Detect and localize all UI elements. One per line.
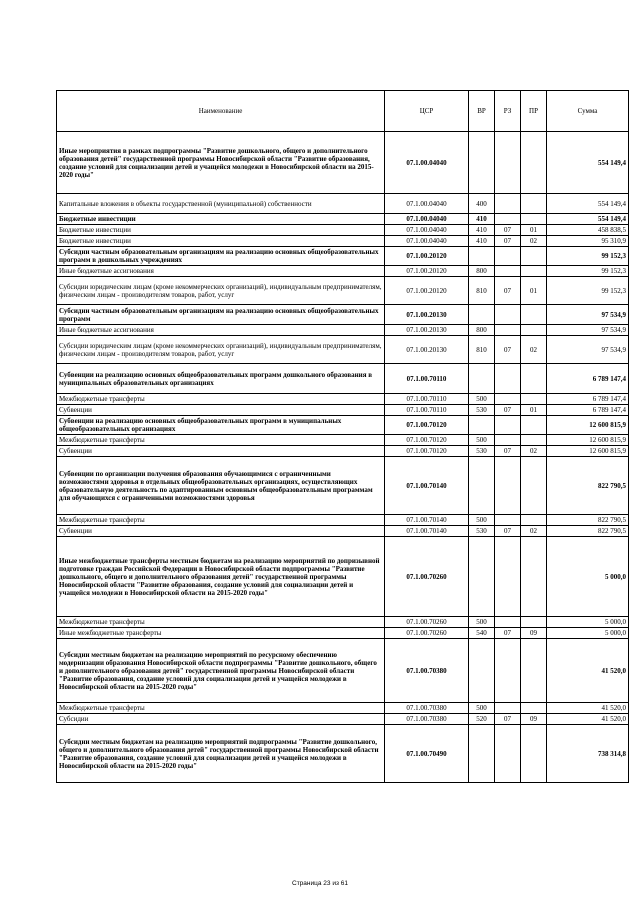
row-name: Капитальные вложения в объекты государственной (муниципальной) собственности <box>57 194 385 214</box>
row-pr: 02 <box>521 236 547 247</box>
row-vr: 500 <box>469 515 495 526</box>
row-pr: 02 <box>521 526 547 537</box>
row-rz: 07 <box>495 236 521 247</box>
row-rz <box>495 266 521 277</box>
row-rz: 07 <box>495 714 521 725</box>
row-rz <box>495 617 521 628</box>
row-sum: 41 520,0 <box>547 639 629 703</box>
header-pr: ПР <box>521 91 547 132</box>
row-sum: 6 789 147,4 <box>547 405 629 416</box>
row-sum: 12 600 815,9 <box>547 416 629 435</box>
row-vr: 500 <box>469 617 495 628</box>
row-pr <box>521 194 547 214</box>
row-vr <box>469 364 495 394</box>
row-name: Субсидии местным бюджетам на реализацию мероприятий по ресурсному обеспечению модернизации образования Новосибирской области подпрограммы "Развитие дошкольного, общего и дополнительного образования детей" государственной программы Новосибирской области "Развитие образования, создание условий для социализации детей и учащейся молодежи в Новосибирской области на 2015-2020 годы" <box>57 639 385 703</box>
table-header-row <box>57 91 629 132</box>
row-name: Бюджетные инвестиции <box>57 236 385 247</box>
table-row <box>57 266 629 277</box>
table-row <box>57 617 629 628</box>
table-row <box>57 225 629 236</box>
row-name: Субвенции <box>57 526 385 537</box>
row-csr: 07.1.00.20130 <box>385 325 469 336</box>
row-rz <box>495 214 521 225</box>
table-row <box>57 537 629 617</box>
row-csr: 07.1.00.70260 <box>385 537 469 617</box>
header-name: Наименование <box>57 91 385 132</box>
row-pr <box>521 214 547 225</box>
row-rz: 07 <box>495 526 521 537</box>
row-name: Субвенции <box>57 446 385 457</box>
row-pr <box>521 457 547 515</box>
row-vr: 530 <box>469 526 495 537</box>
row-name: Субвенции на реализацию основных общеобразовательных программ в муниципальных общеобразовательных организациях <box>57 416 385 435</box>
table-row <box>57 277 629 305</box>
table-row <box>57 515 629 526</box>
row-name: Субсидии юридическим лицам (кроме некоммерческих организаций), индивидуальным предпринимателям, физическим лицам - производителям товаров, работ, услуг <box>57 277 385 305</box>
row-csr: 07.1.00.04040 <box>385 236 469 247</box>
row-sum: 12 600 815,9 <box>547 435 629 446</box>
row-sum: 458 838,5 <box>547 225 629 236</box>
budget-document-page <box>56 90 628 783</box>
row-pr <box>521 617 547 628</box>
row-name: Субсидии <box>57 714 385 725</box>
table-row <box>57 132 629 194</box>
row-pr <box>521 639 547 703</box>
row-name: Межбюджетные трансферты <box>57 515 385 526</box>
row-sum: 41 520,0 <box>547 703 629 714</box>
row-csr: 07.1.00.20120 <box>385 266 469 277</box>
row-vr: 400 <box>469 194 495 214</box>
row-sum: 97 534,9 <box>547 305 629 325</box>
row-sum: 554 149,4 <box>547 194 629 214</box>
row-vr <box>469 416 495 435</box>
header-rz: РЗ <box>495 91 521 132</box>
row-pr: 02 <box>521 446 547 457</box>
row-vr: 410 <box>469 214 495 225</box>
row-pr: 01 <box>521 225 547 236</box>
row-pr: 09 <box>521 628 547 639</box>
row-vr: 520 <box>469 714 495 725</box>
row-rz <box>495 725 521 783</box>
row-vr: 810 <box>469 277 495 305</box>
row-name: Бюджетные инвестиции <box>57 225 385 236</box>
page-number: Страница 23 из 61 <box>292 880 348 887</box>
table-row <box>57 703 629 714</box>
row-sum: 95 310,9 <box>547 236 629 247</box>
header-sum: Сумма <box>547 91 629 132</box>
row-pr <box>521 305 547 325</box>
row-rz <box>495 537 521 617</box>
row-name: Межбюджетные трансферты <box>57 703 385 714</box>
table-row <box>57 714 629 725</box>
row-rz <box>495 416 521 435</box>
row-csr: 07.1.00.70380 <box>385 714 469 725</box>
table-row <box>57 725 629 783</box>
row-sum: 6 789 147,4 <box>547 364 629 394</box>
row-rz: 07 <box>495 277 521 305</box>
row-csr: 07.1.00.70110 <box>385 405 469 416</box>
row-vr <box>469 537 495 617</box>
table-row <box>57 446 629 457</box>
row-csr: 07.1.00.70110 <box>385 364 469 394</box>
table-row <box>57 194 629 214</box>
row-rz <box>495 194 521 214</box>
row-csr: 07.1.00.70380 <box>385 639 469 703</box>
header-csr: ЦСР <box>385 91 469 132</box>
row-name: Межбюджетные трансферты <box>57 435 385 446</box>
row-csr: 07.1.00.70380 <box>385 703 469 714</box>
table-row <box>57 394 629 405</box>
row-vr: 500 <box>469 703 495 714</box>
row-vr: 410 <box>469 225 495 236</box>
row-name: Иные бюджетные ассигнования <box>57 325 385 336</box>
row-rz <box>495 703 521 714</box>
row-sum: 5 000,0 <box>547 628 629 639</box>
row-csr: 07.1.00.04040 <box>385 194 469 214</box>
row-name: Субсидии местным бюджетам на реализацию мероприятий подпрограммы "Развитие дошкольного, общего и дополнительного образования детей" государственной программы Новосибирской области "Развитие образования, создание условий для социализации детей и учащейся молодежи в Новосибирской области на 2015-2020 годы" <box>57 725 385 783</box>
row-vr: 410 <box>469 236 495 247</box>
table-row <box>57 364 629 394</box>
row-sum: 5 000,0 <box>547 537 629 617</box>
table-row <box>57 214 629 225</box>
row-csr: 07.1.00.70120 <box>385 446 469 457</box>
row-name: Субвенции на реализацию основных общеобразовательных программ дошкольного образования в муниципальных образовательных организациях <box>57 364 385 394</box>
row-csr: 07.1.00.70140 <box>385 515 469 526</box>
row-pr <box>521 435 547 446</box>
row-csr: 07.1.00.70260 <box>385 628 469 639</box>
table-row <box>57 639 629 703</box>
row-pr <box>521 537 547 617</box>
header-vr: ВР <box>469 91 495 132</box>
row-pr <box>521 132 547 194</box>
row-vr <box>469 639 495 703</box>
row-pr: 01 <box>521 405 547 416</box>
row-name: Иные межбюджетные трансферты <box>57 628 385 639</box>
row-vr: 500 <box>469 394 495 405</box>
row-rz <box>495 457 521 515</box>
row-rz <box>495 394 521 405</box>
row-rz: 07 <box>495 405 521 416</box>
row-vr: 540 <box>469 628 495 639</box>
table-row <box>57 628 629 639</box>
row-pr <box>521 266 547 277</box>
row-csr: 07.1.00.70120 <box>385 435 469 446</box>
row-pr <box>521 703 547 714</box>
row-csr: 07.1.00.04040 <box>385 214 469 225</box>
row-csr: 07.1.00.70110 <box>385 394 469 405</box>
table-row <box>57 305 629 325</box>
row-vr <box>469 247 495 266</box>
row-sum: 41 520,0 <box>547 714 629 725</box>
row-vr: 500 <box>469 435 495 446</box>
row-csr: 07.1.00.70140 <box>385 457 469 515</box>
row-sum: 554 149,4 <box>547 132 629 194</box>
row-name: Субвенции по организации получения образования обучающимися с ограниченными возможностями здоровья в отдельных общеобразовательных организациях, осуществляющих образовательную деятельность по адаптированным основным общеобразовательным программам для обучающихся с ограниченными возможностями здоровья <box>57 457 385 515</box>
table-row <box>57 325 629 336</box>
row-csr: 07.1.00.70490 <box>385 725 469 783</box>
row-sum: 97 534,9 <box>547 336 629 364</box>
row-rz <box>495 247 521 266</box>
row-sum: 554 149,4 <box>547 214 629 225</box>
table-row <box>57 526 629 537</box>
table-row <box>57 405 629 416</box>
row-pr <box>521 416 547 435</box>
table-row <box>57 247 629 266</box>
row-name: Субсидии частным образовательным организациям на реализацию основных общеобразовательных программ <box>57 305 385 325</box>
row-csr: 07.1.00.20130 <box>385 336 469 364</box>
row-sum: 5 000,0 <box>547 617 629 628</box>
row-rz <box>495 305 521 325</box>
table-row <box>57 336 629 364</box>
row-vr: 530 <box>469 405 495 416</box>
table-row <box>57 435 629 446</box>
row-sum: 99 152,3 <box>547 266 629 277</box>
row-pr <box>521 725 547 783</box>
row-pr <box>521 394 547 405</box>
row-name: Субсидии частным образовательным организациям на реализацию основных общеобразовательных программ в дошкольных учреждениях <box>57 247 385 266</box>
row-vr <box>469 132 495 194</box>
row-vr: 800 <box>469 325 495 336</box>
table-row <box>57 236 629 247</box>
row-csr: 07.1.00.20120 <box>385 277 469 305</box>
row-name: Межбюджетные трансферты <box>57 394 385 405</box>
row-vr <box>469 457 495 515</box>
row-name: Иные межбюджетные трансферты местным бюджетам на реализацию мероприятий по допризывной подготовке граждан Российской Федерации в Новосибирской области подпрограммы "Развитие дошкольного, общего и дополнительного образования детей" государственной программы Новосибирской области "Развитие образования, создание условий для социализации детей и учащейся молодежи в Новосибирской области на 2015-2020 годы" <box>57 537 385 617</box>
row-rz: 07 <box>495 225 521 236</box>
row-name: Межбюджетные трансферты <box>57 617 385 628</box>
row-name: Иные мероприятия в рамках подпрограммы "Развитие дошкольного, общего и дополнительного образования детей" государственной программы Новосибирской области "Развитие образования, создание условий для социализации детей и учащейся молодежи в Новосибирской области на 2015-2020 годы" <box>57 132 385 194</box>
row-csr: 07.1.00.20120 <box>385 247 469 266</box>
row-csr: 07.1.00.70260 <box>385 617 469 628</box>
row-rz <box>495 435 521 446</box>
row-rz: 07 <box>495 628 521 639</box>
row-sum: 99 152,3 <box>547 277 629 305</box>
row-sum: 822 790,5 <box>547 526 629 537</box>
row-vr: 530 <box>469 446 495 457</box>
row-sum: 12 600 815,9 <box>547 446 629 457</box>
row-pr: 02 <box>521 336 547 364</box>
row-sum: 822 790,5 <box>547 457 629 515</box>
row-sum: 97 534,9 <box>547 325 629 336</box>
row-sum: 738 314,8 <box>547 725 629 783</box>
budget-table <box>56 90 629 783</box>
row-rz <box>495 639 521 703</box>
row-rz <box>495 515 521 526</box>
row-pr: 01 <box>521 277 547 305</box>
row-sum: 99 152,3 <box>547 247 629 266</box>
row-csr: 07.1.00.04040 <box>385 225 469 236</box>
row-name: Субсидии юридическим лицам (кроме некоммерческих организаций), индивидуальным предпринимателям, физическим лицам - производителям товаров, работ, услуг <box>57 336 385 364</box>
row-vr: 800 <box>469 266 495 277</box>
row-rz: 07 <box>495 336 521 364</box>
row-csr: 07.1.00.04040 <box>385 132 469 194</box>
row-pr <box>521 247 547 266</box>
row-rz: 07 <box>495 446 521 457</box>
row-rz <box>495 132 521 194</box>
row-vr <box>469 305 495 325</box>
row-pr <box>521 325 547 336</box>
table-row <box>57 416 629 435</box>
row-name: Бюджетные инвестиции <box>57 214 385 225</box>
row-vr <box>469 725 495 783</box>
row-sum: 6 789 147,4 <box>547 394 629 405</box>
row-sum: 822 790,5 <box>547 515 629 526</box>
row-csr: 07.1.00.20130 <box>385 305 469 325</box>
row-pr <box>521 515 547 526</box>
row-name: Иные бюджетные ассигнования <box>57 266 385 277</box>
row-csr: 07.1.00.70140 <box>385 526 469 537</box>
row-csr: 07.1.00.70120 <box>385 416 469 435</box>
row-pr <box>521 364 547 394</box>
table-body <box>57 132 629 783</box>
table-row <box>57 457 629 515</box>
row-rz <box>495 364 521 394</box>
row-pr: 09 <box>521 714 547 725</box>
row-rz <box>495 325 521 336</box>
row-name: Субвенции <box>57 405 385 416</box>
row-vr: 810 <box>469 336 495 364</box>
